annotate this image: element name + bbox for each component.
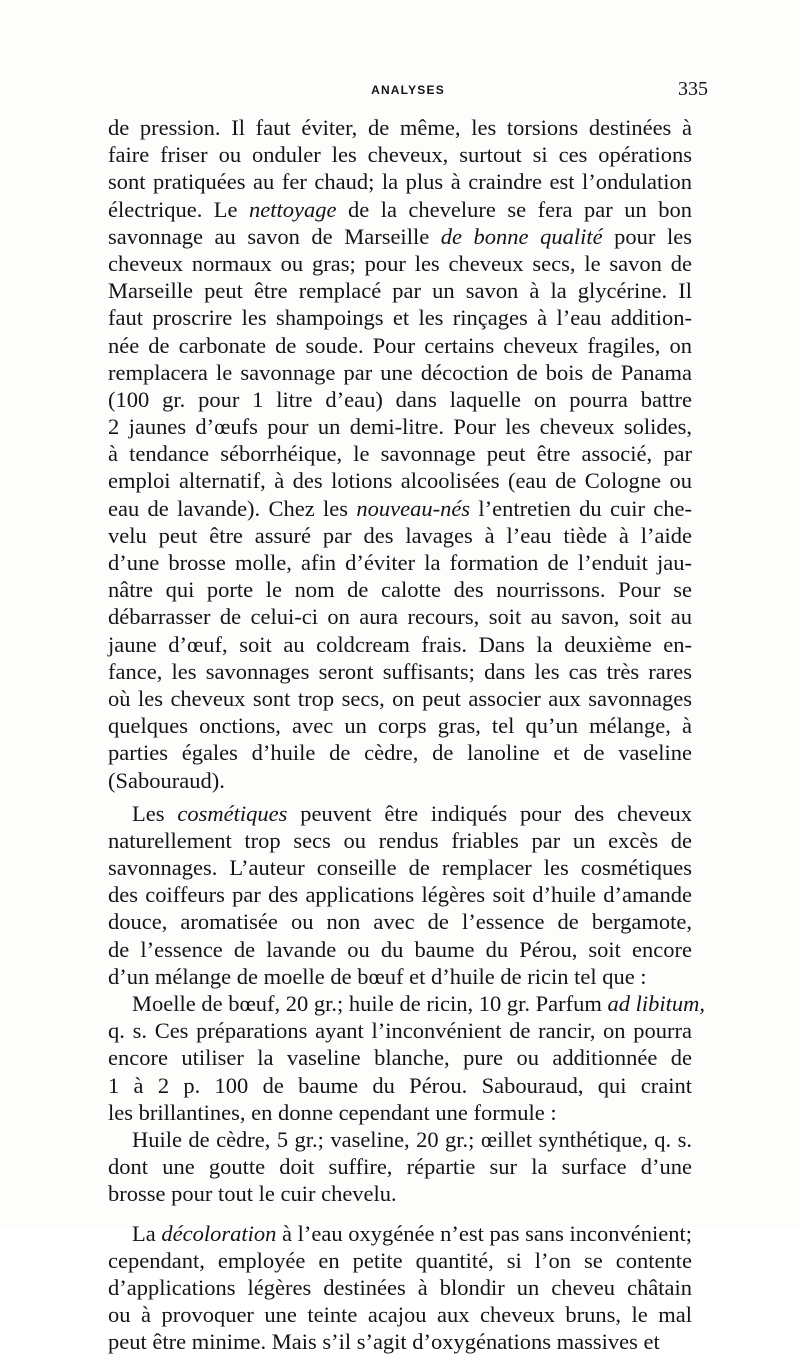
text-segment: débarrasser de celui-ci on aura recours, soit au savon, soit au xyxy=(108,604,692,629)
text-segment: née de carbonate de soude. Pour certains cheveux fragiles, on xyxy=(108,333,692,358)
text-line xyxy=(108,168,692,195)
text-segment: ou à provoquer une teinte acajou aux cheveux bruns, le mal xyxy=(108,1302,692,1327)
text-segment: savonnages. L’auteur conseille de remplacer les cosmétiques xyxy=(108,855,692,880)
text-segment: de l’essence de lavande ou du baume du Pérou, soit encore xyxy=(108,937,692,962)
text-line xyxy=(108,576,692,603)
text-line xyxy=(108,1247,692,1274)
text-line xyxy=(108,196,692,223)
text-segment: Les xyxy=(132,801,177,826)
paragraph xyxy=(108,1220,692,1355)
text-segment: eau de lavande). Chez les xyxy=(108,496,356,521)
text-segment: des coiffeurs par des applications légères soit d’huile d’amande xyxy=(108,882,692,907)
text-line xyxy=(108,440,692,467)
text-segment: pour les xyxy=(603,224,692,249)
italic-term: nettoyage xyxy=(249,197,336,222)
text-line xyxy=(108,386,692,413)
text-segment: les brillantines, en donne cependant une formule : xyxy=(108,1100,557,1125)
text-line xyxy=(108,800,692,827)
text-segment: Moelle de bœuf, 20 gr.; huile de ricin, 10 gr. Parfum xyxy=(132,991,608,1016)
text-line xyxy=(108,1099,692,1126)
text-segment: faut proscrire les shampoings et les rinçages à l’eau addition- xyxy=(108,305,692,330)
text-segment: velu peut être assuré par des lavages à l’eau tiède à l’aide xyxy=(108,523,692,548)
text-segment: emploi alternatif, à des lotions alcoolisées (eau de Cologne ou xyxy=(108,468,692,493)
text-line xyxy=(108,936,692,963)
text-segment: fance, les savonnages seront suffisants; dans les cas très rares xyxy=(108,659,692,684)
text-segment: (100 gr. pour 1 litre d’eau) dans laquelle on pourra battre xyxy=(108,387,692,412)
running-title: ANALYSES xyxy=(108,83,708,97)
text-segment: 1 à 2 p. 100 de baume du Pérou. Sabouraud, qui craint xyxy=(108,1073,692,1098)
text-line xyxy=(108,141,692,168)
text-segment: Marseille peut être remplacé par un savon à la glycérine. Il xyxy=(108,278,692,303)
text-line xyxy=(108,522,692,549)
text-segment: cheveux normaux ou gras; pour les cheveux secs, le savon de xyxy=(108,251,692,276)
text-segment: de la chevelure se fera par un bon xyxy=(337,197,692,222)
italic-term: cosmétiques xyxy=(177,801,287,826)
paragraph xyxy=(108,114,692,794)
text-line xyxy=(108,658,692,685)
page-number: 335 xyxy=(678,78,708,101)
text-line xyxy=(108,603,692,630)
text-line xyxy=(108,685,692,712)
text-segment: cependant, employée en petite quantité, si l’on se contente xyxy=(108,1248,692,1273)
text-line xyxy=(108,881,692,908)
paragraph xyxy=(108,800,692,990)
text-line xyxy=(108,827,692,854)
text-segment: d’un mélange de moelle de bœuf et d’huile de ricin tel que : xyxy=(108,964,647,989)
text-line xyxy=(108,1044,692,1071)
text-line xyxy=(108,359,692,386)
text-segment: douce, aromatisée ou non avec de l’essence de bergamote, xyxy=(108,909,692,934)
text-segment: 2 jaunes d’œufs pour un demi-litre. Pour les cheveux solides, xyxy=(108,414,692,439)
text-line xyxy=(108,1072,692,1099)
text-segment: encore utiliser la vaseline blanche, pure ou additionnée de xyxy=(108,1045,692,1070)
text-line xyxy=(108,1126,692,1153)
text-segment: faire friser ou onduler les cheveux, surtout si ces opérations xyxy=(108,142,692,167)
text-segment: parties égales d’huile de cèdre, de lanoline et de vaseline xyxy=(108,740,692,765)
text-segment: l’entretien du cuir che- xyxy=(470,496,692,521)
text-line xyxy=(108,114,692,141)
paragraph xyxy=(108,990,692,1126)
text-line xyxy=(108,739,692,766)
text-line xyxy=(108,277,692,304)
text-line xyxy=(108,467,692,494)
text-line xyxy=(108,495,692,522)
text-line xyxy=(108,413,692,440)
italic-term: ad libitum, xyxy=(608,991,706,1016)
text-line xyxy=(108,908,692,935)
text-segment: à tendance séborrhéique, le savonnage peut être associé, par xyxy=(108,441,692,466)
running-head xyxy=(108,78,708,102)
text-line xyxy=(108,223,692,250)
text-segment: jaune d’œuf, soit au coldcream frais. Dans la deuxième en- xyxy=(108,632,692,657)
text-segment: dont une goutte doit suffire, répartie sur la surface d’une xyxy=(108,1154,692,1179)
text-segment: de pression. Il faut éviter, de même, les torsions destinées à xyxy=(108,115,692,140)
text-line xyxy=(108,250,692,277)
text-segment: d’une brosse molle, afin d’éviter la formation de l’enduit jau- xyxy=(108,550,692,575)
italic-term: nouveau-nés xyxy=(356,496,470,521)
text-line xyxy=(108,1153,692,1180)
body-text xyxy=(108,114,692,1355)
italic-term: de bonne qualité xyxy=(441,224,603,249)
text-segment: d’applications légères destinées à blondir un cheveu châtain xyxy=(108,1275,692,1300)
text-line xyxy=(108,549,692,576)
paragraph xyxy=(108,1126,692,1208)
text-line xyxy=(108,332,692,359)
text-line xyxy=(108,1328,692,1355)
text-line xyxy=(108,990,692,1017)
text-segment: peuvent être indiqués pour des cheveux xyxy=(287,801,692,826)
text-line xyxy=(108,1180,692,1207)
text-line xyxy=(108,1017,692,1044)
text-segment: (Sabouraud). xyxy=(108,768,225,793)
text-line xyxy=(108,963,692,990)
text-segment: q. s. Ces préparations ayant l’inconvénient de rancir, on pourra xyxy=(108,1018,692,1043)
text-segment: brosse pour tout le cuir chevelu. xyxy=(108,1181,397,1206)
text-segment: nâtre qui porte le nom de calotte des nourrissons. Pour se xyxy=(108,577,692,602)
text-line xyxy=(108,631,692,658)
text-segment: savonnage au savon de Marseille xyxy=(108,224,441,249)
text-segment: électrique. Le xyxy=(108,197,249,222)
text-line xyxy=(108,1301,692,1328)
text-segment: quelques onctions, avec un corps gras, tel qu’un mélange, à xyxy=(108,713,692,738)
text-segment: naturellement trop secs ou rendus friables par un excès de xyxy=(108,828,692,853)
text-line xyxy=(108,854,692,881)
text-line xyxy=(108,304,692,331)
text-line xyxy=(108,1220,692,1247)
text-line xyxy=(108,712,692,739)
text-segment: La xyxy=(132,1221,161,1246)
italic-term: décoloration xyxy=(161,1221,276,1246)
text-segment: peut être minime. Mais s’il s’agit d’oxygénations massives et xyxy=(108,1329,660,1354)
text-line xyxy=(108,767,692,794)
text-segment: où les cheveux sont trop secs, on peut associer aux savonnages xyxy=(108,686,692,711)
text-segment: Huile de cèdre, 5 gr.; vaseline, 20 gr.; œillet synthétique, q. s. xyxy=(132,1127,692,1152)
text-line xyxy=(108,1274,692,1301)
text-segment: à l’eau oxygénée n’est pas sans inconvénient; xyxy=(276,1221,692,1246)
text-segment: sont pratiquées au fer chaud; la plus à craindre est l’ondulation xyxy=(108,169,692,194)
text-segment: remplacera le savonnage par une décoction de bois de Panama xyxy=(108,360,692,385)
